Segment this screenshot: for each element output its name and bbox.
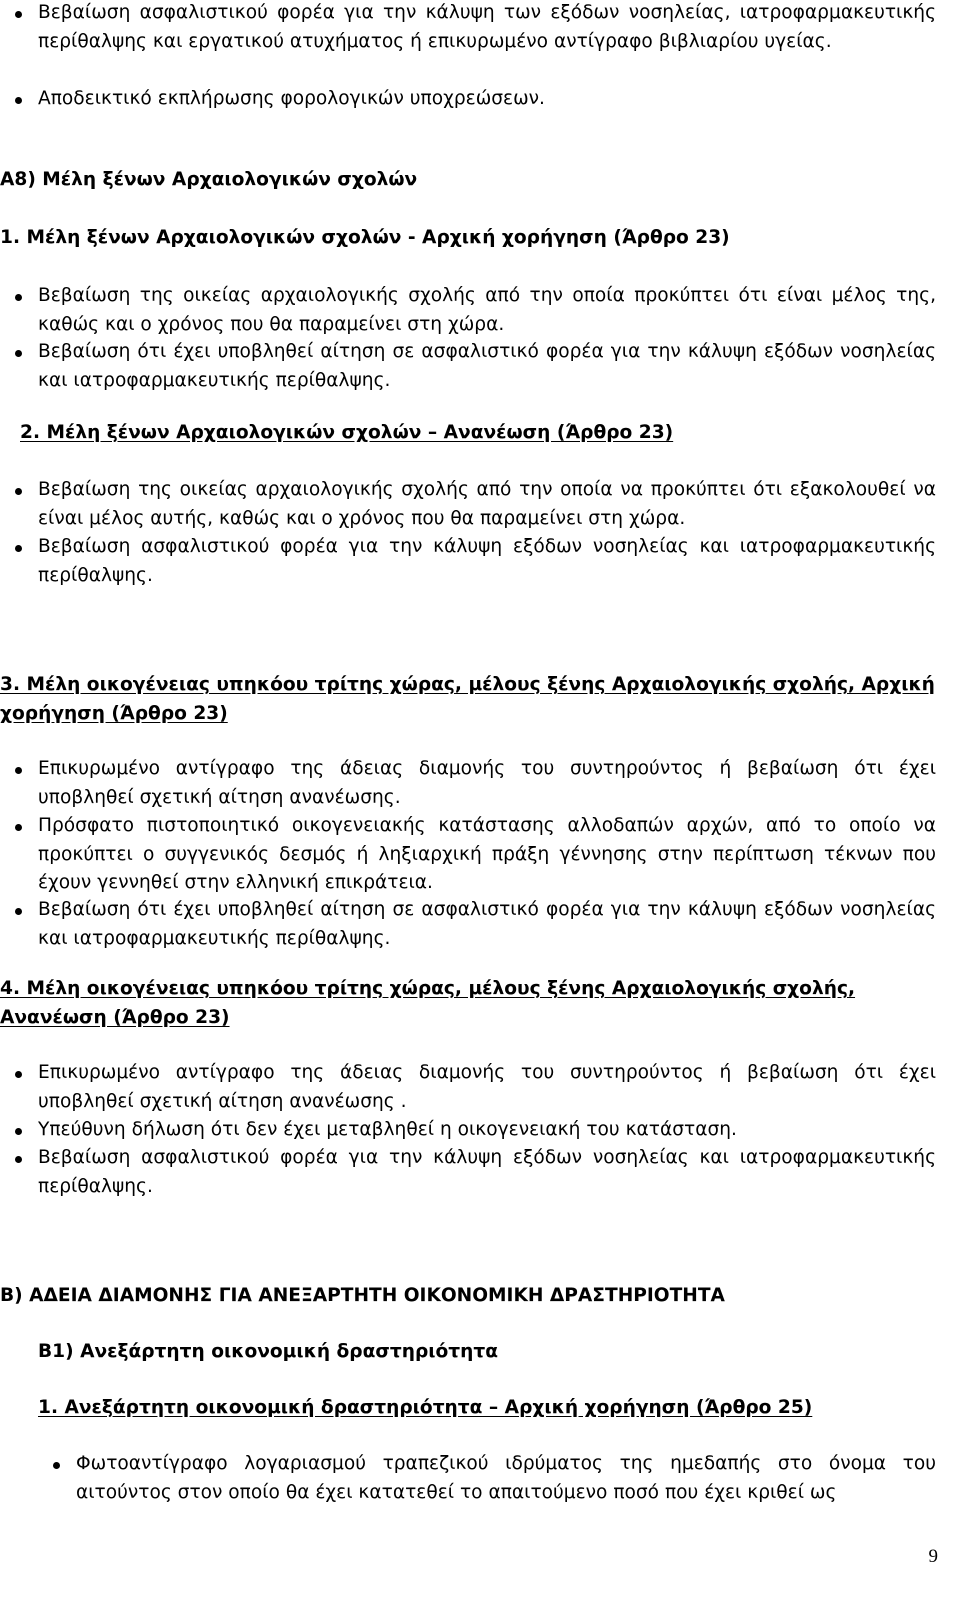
section-heading-a8: Α8) Μέλη ξένων Αρχαιολογικών σχολών [0, 169, 418, 190]
subsection-heading-a8-4 [0, 975, 935, 1032]
list-item: Βεβαίωση ασφαλιστικού φορέα για την κάλυψη των εξόδων νοσηλείας, ιατροφαρμακευτικής περίθαλψης και εργατικού ατυχήματος ή επικυρωμένο αντίγραφο βιβλιαρίου υγείας. [38, 2, 936, 52]
list-item: Επικυρωμένο αντίγραφο της άδειας διαμονής του συντηρούντος ή βεβαίωση ότι έχει υποβληθεί σχετική αίτηση ανανέωσης. [38, 758, 936, 808]
bullet-icon [15, 1156, 22, 1163]
subsection-heading-b1-1 [38, 1394, 812, 1423]
list-item: Βεβαίωση ασφαλιστικού φορέα για την κάλυψη εξόδων νοσηλείας και ιατροφαρμακευτικής περίθαλψης. [38, 1147, 936, 1197]
bullet-icon [15, 1071, 22, 1078]
list-item: Επικυρωμένο αντίγραφο της άδειας διαμονής του συντηρούντος ή βεβαίωση ότι έχει υποβληθεί σχετική αίτηση ανανέωσης . [38, 1062, 936, 1112]
subsection-heading-a8-2-text: 2. Μέλη ξένων Αρχαιολογικών σχολών – Ανανέωση (Άρθρο 23) [20, 422, 674, 443]
bullet-icon [15, 1128, 22, 1135]
page-number: 9 [928, 1546, 938, 1567]
subsection-heading-a8-3-text: 3. Μέλη οικογένειας υπηκόου τρίτης χώρας, μέλους ξένης Αρχαιολογικής σχολής, Αρχική χορήγηση (Άρθρο 23) [0, 674, 935, 724]
subsection-heading-a8-1: 1. Μέλη ξένων Αρχαιολογικών σχολών - Αρχική χορήγηση (Άρθρο 23) [0, 227, 730, 248]
section-heading-b: Β) ΑΔΕΙΑ ΔΙΑΜΟΝΗΣ ΓΙΑ ΑΝΕΞΑΡΤΗΤΗ ΟΙΚΟΝΟΜΙΚΗ ΔΡΑΣΤΗΡΙΟΤΗΤΑ [0, 1285, 725, 1306]
bullet-icon [15, 767, 22, 774]
list-item: Αποδεικτικό εκπλήρωσης φορολογικών υποχρεώσεων. [38, 88, 545, 109]
bullet-icon [15, 488, 22, 495]
subsection-heading-a8-2 [20, 419, 673, 448]
list-item: Φωτοαντίγραφο λογαριασμού τραπεζικού ιδρύματος της ημεδαπής στο όνομα του αιτούντος στον οποίο θα έχει κατατεθεί το απαιτούμενο ποσό που έχει κριθεί ως [76, 1453, 936, 1503]
subsection-heading-a8-4-text: 4. Μέλη οικογένειας υπηκόου τρίτης χώρας, μέλους ξένης Αρχαιολογικής σχολής, Ανανέωση (Άρθρο 23) [0, 978, 856, 1028]
bullet-icon [15, 824, 22, 831]
list-item: Βεβαίωση ότι έχει υποβληθεί αίτηση σε ασφαλιστικό φορέα για την κάλυψη εξόδων νοσηλείας και ιατροφαρμακευτικής περίθαλψης. [38, 899, 936, 949]
list-item: Βεβαίωση της οικείας αρχαιολογικής σχολής από την οποία να προκύπτει ότι εξακολουθεί να είναι μέλος αυτής, καθώς και ο χρόνος που θα παραμείνει στη χώρα. [38, 479, 936, 529]
list-item: Βεβαίωση ότι έχει υποβληθεί αίτηση σε ασφαλιστικό φορέα για την κάλυψη εξόδων νοσηλείας και ιατροφαρμακευτικής περίθαλψης. [38, 341, 936, 391]
list-item: Πρόσφατο πιστοποιητικό οικογενειακής κατάστασης αλλοδαπών αρχών, από το οποίο να προκύπτει ο συγγενικός δεσμός ή ληξιαρχική πράξη γέννησης στην περίπτωση τέκνων που έχουν γεννηθεί στην ελληνική επικράτεια. [38, 815, 936, 893]
bullet-icon [15, 908, 22, 915]
list-item: Βεβαίωση ασφαλιστικού φορέα για την κάλυψη εξόδων νοσηλείας και ιατροφαρμακευτικής περίθαλψης. [38, 536, 936, 586]
list-item: Υπεύθυνη δήλωση ότι δεν έχει μεταβληθεί η οικογενειακή του κατάσταση. [38, 1119, 737, 1140]
section-heading-b1: Β1) Ανεξάρτητη οικονομική δραστηριότητα [38, 1341, 499, 1362]
bullet-icon [15, 350, 22, 357]
subsection-heading-a8-3 [0, 671, 935, 728]
bullet-icon [53, 1462, 60, 1469]
bullet-icon [15, 11, 22, 18]
bullet-icon [15, 545, 22, 552]
bullet-icon [15, 97, 22, 104]
bullet-icon [15, 294, 22, 301]
subsection-heading-b1-1-text: 1. Ανεξάρτητη οικονομική δραστηριότητα – Αρχική χορήγηση (Άρθρο 25) [38, 1397, 813, 1418]
list-item: Βεβαίωση της οικείας αρχαιολογικής σχολής από την οποία προκύπτει ότι είναι μέλος της, καθώς και ο χρόνος που θα παραμείνει στη χώρα. [38, 285, 936, 335]
